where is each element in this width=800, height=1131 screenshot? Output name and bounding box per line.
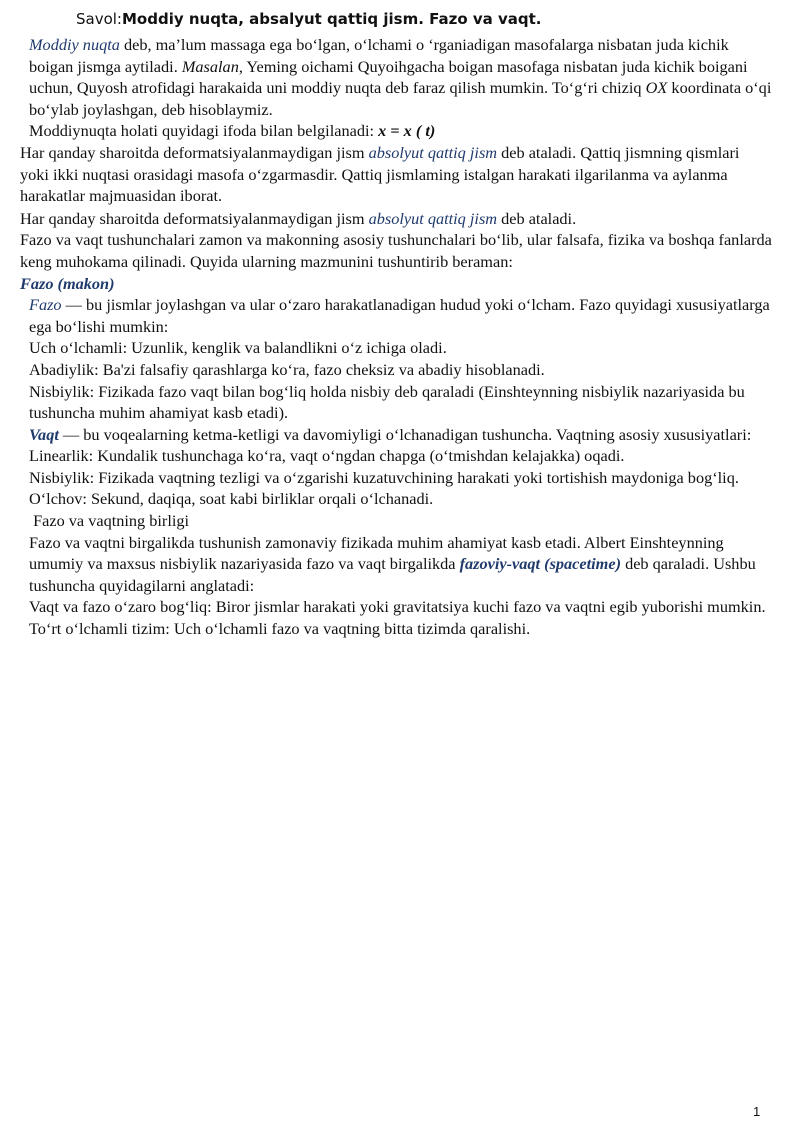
list-item: O‘lchov: Sekund, daqiqa, soat kabi birliklar orqali o‘lchanadi. [29,489,434,509]
paragraph-text: Har qanday sharoitda deformatsiyalanmaydigan jism [20,142,369,162]
paragraph-spacetime [20,532,772,597]
term-absolyut-qattiq-jism: absolyut qattiq jism [368,142,498,162]
paragraph-text: Fazo va vaqtni birgalikda tushunish zamonaviy fizikada muhim ahamiyat kasb etadi. Albert Einshteynning umumiy va maxsus nisbiylik nazariyasida fazo va vaqt birgalikda [29,532,724,574]
title-main: Moddiy nuqta, absalyut qattiq jism. Fazo va vaqt. [122,10,542,28]
question-title [76,10,542,28]
paragraph-text: deb, ma’lum massaga ega bo‘lgan, o‘lchami o ‘rganiadigan masofalarga nisbatan juda kichik boigan jismga aytiladi. [29,35,729,76]
term-vaqt: Vaqt [29,424,59,444]
paragraph-text: koordinata o‘qi bo‘ylab joylashgan, deb hisoblaymiz. [29,78,772,119]
paragraph-formula [20,120,772,142]
position-formula: x = x ( t) [378,121,436,141]
list-item: Vaqt va fazo o‘zaro bog‘liq: Biror jismlar harakati yoki gravitatsiya kuchi fazo va vaqtni egib yuborishi mumkin. [29,597,766,617]
heading-fazo-vaqt-birligi: Fazo va vaqtning birligi [29,511,190,531]
paragraph-text: deb ataladi. [497,208,577,228]
list-item: To‘rt o‘lchamli tizim: Uch o‘lchamli fazo va vaqtning bitta tizimda qaralishi. [29,619,531,639]
paragraph-text: Moddiynuqta holati quyidagi ifoda bilan belgilanadi: [29,121,379,141]
list-item: Linearlik: Kundalik tushunchaga ko‘ra, vaqt o‘ngdan chapga (o‘tmishdan kelajakka) oqadi. [29,446,625,466]
list-item: Nisbiylik: Fizikada fazo vaqt bilan bog‘liq holda nisbiy deb qaraladi (Einshteynning nisbiylik nazariyasida bu tushuncha muhim ahamiyat kasb etadi). [29,381,745,423]
term-fazo: Fazo [29,295,62,315]
term-absolyut-qattiq-jism: absolyut qattiq jism [368,208,498,228]
heading-fazo: Fazo (makon) [20,273,115,293]
masalan-word: Masalan [181,56,239,76]
list-item: Uch o‘lchamli: Uzunlik, kenglik va balandlikni o‘z ichiga oladi. [29,338,447,358]
list-item: Abadiylik: Ba'zi falsafiy qarashlarga ko‘ra, fazo cheksiz va abadiy hisoblanadi. [29,359,545,379]
ox-axis-label: OX [645,78,668,98]
list-item: Nisbiylik: Fizikada vaqtning tezligi va o‘zgarishi kuzatuvchining harakati yoki tortishish maydoniga bog‘liq. [29,467,739,487]
paragraph-fazo-vaqt-intro: Fazo va vaqt tushunchalari zamon va makonning asosiy tushunchalari bo‘lib, ular falsafa, fizika va boshqa fanlarda keng muhokama qilinadi. Quyida ularning mazmunini tushuntirib beraman: [20,230,772,271]
paragraph-moddiy-nuqta [20,34,772,120]
paragraph-text: , Yeming oichami Quyoihgacha boigan masofaga nisbatan juda kichik boigani uchun, Quyosh atrofidagi harakaida uni moddiy nuqta deb faraz qilish mumkin. To‘g‘ri chiziq [29,56,748,98]
document-body [20,34,772,640]
paragraph-text: deb ataladi. Qattiq jismning qismlari yoki ikki nuqtasi orasidagi masofa o‘zgarmasdir. Qattiq jismlaming istalgan harakati ilgarilanma va aylanma harakatlar majmuasidan iborat. [20,142,740,206]
term-moddiy-nuqta: Moddiy nuqta [29,35,120,54]
paragraph-text: deb qaraladi. Ushbu tushuncha quyidagilarni anglatadi: [29,554,756,595]
paragraph-text: — bu voqealarning ketma-ketligi va davomiyligi o‘lchanadigan tushuncha. Vaqtning asosiy xususiyatlari: [58,424,752,444]
paragraph-text: Har qanday sharoitda deformatsiyalanmaydigan jism [20,208,369,228]
title-prefix: Savol: [76,10,122,28]
paragraph-absolyut-repeat [20,208,772,230]
term-spacetime: fazoviy-vaqt (spacetime) [459,554,621,574]
page-number: 1 [753,1104,761,1119]
paragraph-fazo-definition [20,294,772,337]
paragraph-text: — bu jismlar joylashgan va ular o‘zaro harakatlanadigan hudud yoki o‘lcham. Fazo quyidagi xususiyatlarga ega bo‘lishi mumkin: [29,295,770,336]
paragraph-vaqt-definition [20,424,772,446]
paragraph-absolyut-qattiq-jism [20,142,772,207]
